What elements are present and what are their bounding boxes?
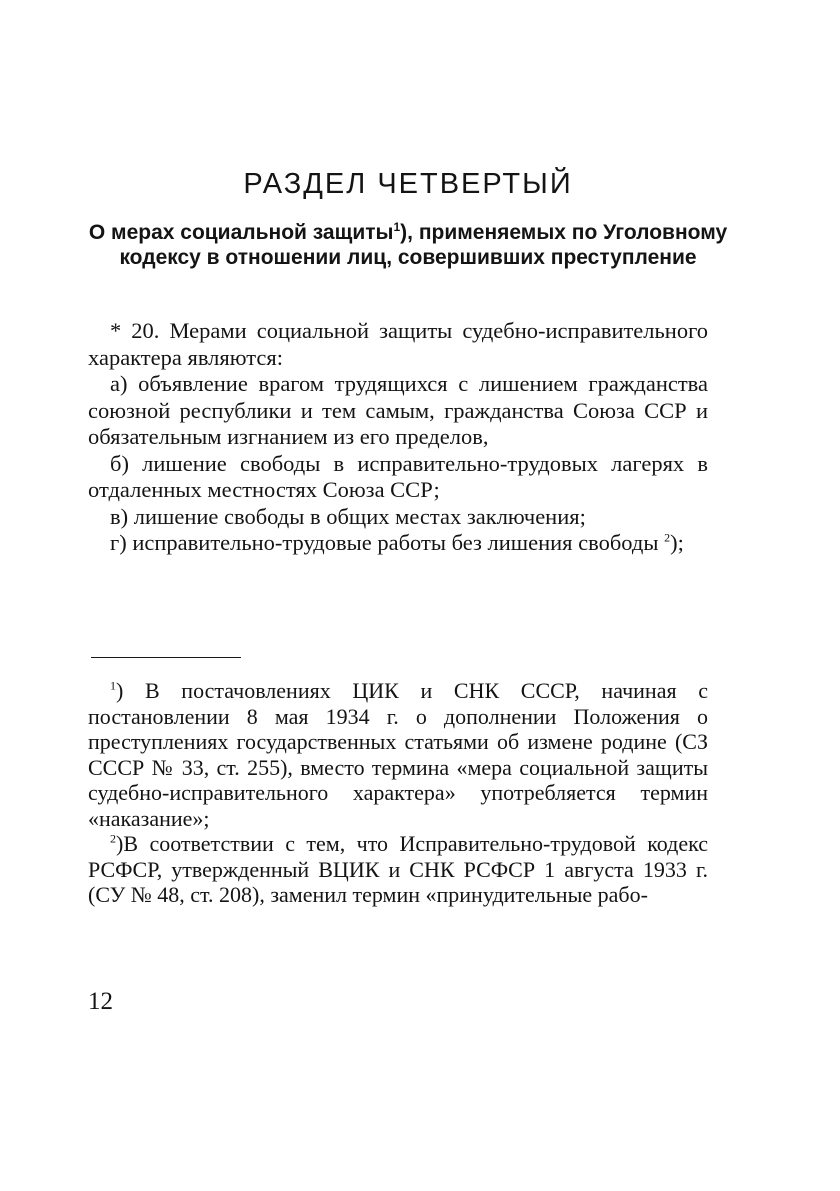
section-title: РАЗДЕЛ ЧЕТВЕРТЫЙ [243,168,573,200]
article-intro: * 20. Мерами социальной защиты судебно-исправительного характера являются: [88,318,708,370]
list-item-g-end: ); [670,530,684,555]
list-item-b: б) лишение свободы в исправительно-трудовых лагерях в отдаленных местностях Союза ССР; [88,450,708,502]
footnote-1-text: ) В постачовлениях ЦИК и СНК СССР, начиная с постановлении 8 мая 1934 г. о дополнении Положения о преступлениях государственных статьями об измене родине (СЗ СССР № 33, ст. 255), вместо термина «мера социальной защиты судебно-исправительного характера» употребляется термин «наказание»; [88,678,708,831]
list-item-v: в) лишение свободы в общих местах заключения; [110,503,586,529]
footnote-2-mark: 2 [110,831,116,846]
footnote-1 [88,678,708,831]
section-heading [88,220,728,270]
list-item-g-text: г) исправительно-трудовые работы без лишения свободы [110,530,659,555]
heading-text-start: О мерах социальной защиты [88,221,394,244]
footnote-1-mark: 1 [110,678,116,693]
footnote-ref-1: 1 [393,220,401,234]
list-item-g [88,530,708,557]
footnotes [88,678,708,908]
footnote-2 [88,831,708,908]
heading-text-end: ), применяемых по Уголовному кодексу в отношении лиц, совершивших преступление [119,221,728,269]
list-item-a: а) объявление врагом трудящихся с лишением гражданства союзной республики и тем самым, гражданства Союза ССР и обязательным изгнанием из его пределов, [88,371,708,449]
footnote-ref-2: 2 [664,530,671,545]
footnote-2-text: )В соответствии с тем, что Исправительно-трудовой кодекс РСФСР, утвержденный ВЦИК и СНК РСФСР 1 августа 1933 г. (СУ № 48, ст. 208), заменил термин «принудительные рабо- [88,831,708,907]
page-number: 12 [88,988,113,1015]
article-body [88,318,708,557]
footnote-divider [91,657,241,658]
